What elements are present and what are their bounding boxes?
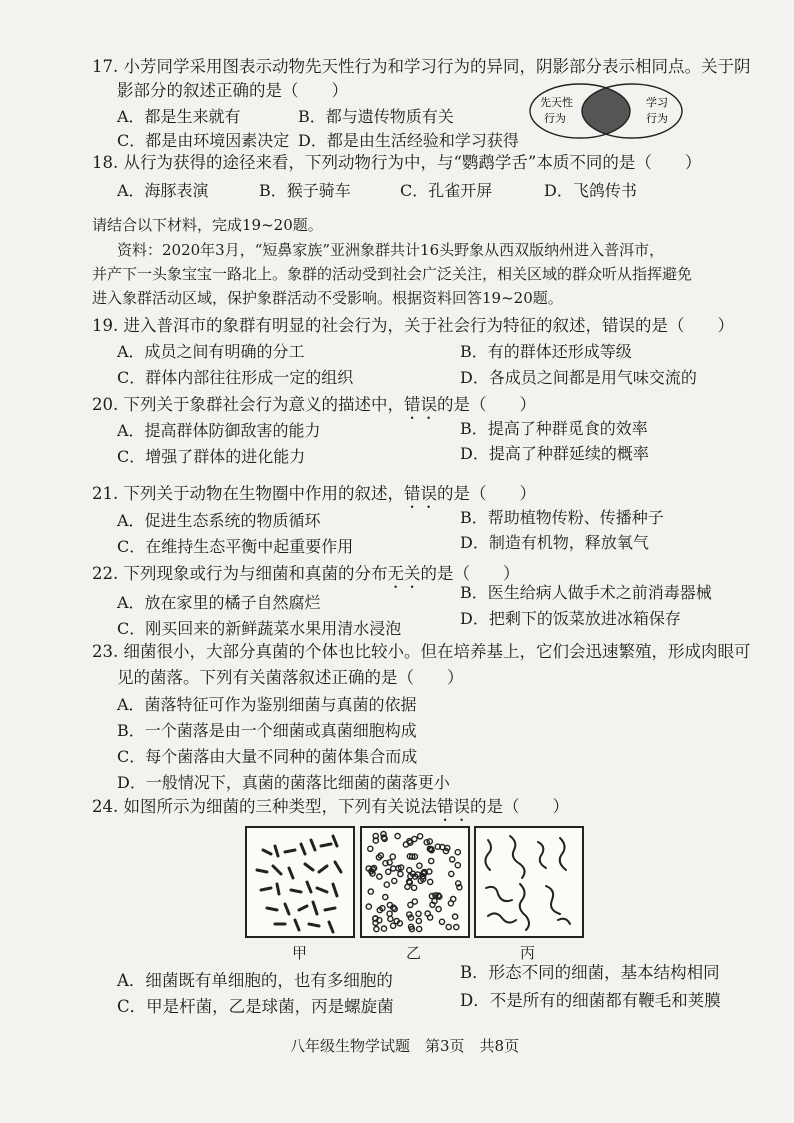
q18-option-c: C．孔雀开屏	[400, 181, 493, 200]
material-intro: 请结合以下材料，完成19~20题。	[92, 216, 323, 234]
figure-label-jia: 甲	[292, 944, 308, 962]
figure-spiral-bacteria	[474, 826, 584, 938]
q22-option-a: A．放在家里的橘子自然腐烂	[117, 593, 321, 612]
q21-option-a: A．促进生态系统的物质循环	[117, 511, 321, 530]
figure-label-bing: 丙	[520, 944, 536, 962]
venn-left-label-2: 行为	[544, 112, 566, 125]
q22-stem-pre: 22. 下列现象或行为与细菌和真菌的分布	[92, 564, 388, 583]
q21-option-b: B．帮助植物传粉、传播种子	[460, 508, 664, 527]
q22-stem-emphasis: 无关	[387, 564, 421, 583]
q22-option-b: B．医生给病人做手术之前消毒器械	[460, 583, 712, 602]
q18-stem: 18. 从行为获得的途径来看，下列动物行为中，与“鹦鹉学舌”本质不同的是（ ）	[92, 153, 702, 172]
q23-option-a: A．菌落特征可作为鉴别细菌与真菌的依据	[117, 695, 417, 714]
q20-option-d: D．提高了种群延续的概率	[460, 444, 649, 463]
q23-option-b: B．一个菌落是由一个细菌或真菌细胞构成	[117, 721, 417, 740]
q20-stem-pre: 20. 下列关于象群社会行为意义的描述中，	[92, 395, 404, 414]
venn-left-label-1: 先天性	[540, 96, 573, 109]
q17-option-d: D．都是由生活经验和学习获得	[298, 131, 519, 150]
q19-option-a: A．成员之间有明确的分工	[117, 342, 305, 361]
q18-option-a: A．海豚表演	[117, 181, 209, 200]
q22-option-d: D．把剩下的饭菜放进冰箱保存	[460, 609, 681, 628]
figure-rod-bacteria	[245, 826, 355, 938]
q20-option-c: C．增强了群体的进化能力	[117, 447, 306, 466]
venn-diagram	[528, 82, 684, 140]
q22-stem	[92, 563, 520, 592]
q21-stem-emphasis: 错误	[404, 484, 437, 503]
q17-option-c: C．都是由环境因素决定	[117, 131, 290, 150]
q23-option-d: D．一般情况下，真菌的菌落比细菌的菌落更小	[117, 773, 450, 792]
q18-option-d: D．飞鸽传书	[544, 181, 637, 200]
q24-stem-emphasis: 错误	[437, 797, 470, 816]
q19-stem: 19. 进入普洱市的象群有明显的社会行为，关于社会行为特征的叙述，错误的是（ ）	[92, 316, 734, 335]
page-footer: 八年级生物学试题 第3页 共8页	[290, 1037, 520, 1055]
q24-option-a: A．细菌既有单细胞的，也有多细胞的	[117, 971, 393, 990]
q20-option-b: B．提高了种群觅食的效率	[460, 419, 648, 438]
q24-option-d: D．不是所有的细菌都有鞭毛和荚膜	[460, 991, 721, 1010]
q17-option-a: A．都是生来就有	[117, 107, 241, 126]
q18-option-b: B．猴子骑车	[259, 181, 351, 200]
figure-label-yi: 乙	[406, 944, 422, 962]
figure-cocci-bacteria	[360, 826, 470, 938]
q22-option-c: C．刚买回来的新鲜蔬菜水果用清水浸泡	[117, 619, 402, 638]
q24-stem-pre: 24. 如图所示为细菌的三种类型，下列有关说法	[92, 797, 437, 816]
q24-option-c: C．甲是杆菌，乙是球菌，丙是螺旋菌	[117, 997, 394, 1016]
q20-stem-post: 的是（ ）	[437, 395, 536, 414]
q20-option-a: A．提高群体防御敌害的能力	[117, 421, 321, 440]
q24-option-b: B．形态不同的细菌，基本结构相同	[460, 963, 720, 982]
q23-stem-line2: 见的菌落。下列有关菌落叙述正确的是（ ）	[117, 668, 464, 687]
material-line2: 并产下一头象宝宝一路北上。象群的活动受到社会广泛关注，相关区域的群众听从指挥避免	[92, 265, 693, 283]
q24-stem-post: 的是（ ）	[470, 797, 569, 816]
q19-option-d: D．各成员之间都是用气味交流的	[460, 368, 697, 387]
material-line1: 资料：2020年3月，“短鼻家族”亚洲象群共计16头野象从西双版纳州进入普洱市，	[117, 241, 665, 259]
material-line3: 进入象群活动区域，保护象群活动不受影响。根据资料回答19~20题。	[92, 289, 563, 307]
q17-stem-line2: 影部分的叙述正确的是（ ）	[117, 81, 348, 100]
q21-stem-post: 的是（ ）	[437, 484, 536, 503]
q19-option-c: C．群体内部往往形成一定的组织	[117, 368, 354, 387]
venn-right-label-2: 行为	[646, 112, 668, 125]
q17-stem-line1: 17. 小芳同学采用图表示动物先天性行为和学习行为的异同，阴影部分表示相同点。关于阴	[92, 57, 751, 76]
q19-option-b: B．有的群体还形成等级	[460, 342, 632, 361]
q21-stem-pre: 21. 下列关于动物在生物圈中作用的叙述，	[92, 484, 404, 503]
q23-option-c: C．每个菌落由大量不同种的菌体集合而成	[117, 747, 418, 766]
q24-stem	[92, 796, 569, 825]
q22-stem-post: 的是（ ）	[420, 564, 520, 583]
q17-option-b: B．都与遗传物质有关	[298, 107, 454, 126]
q21-option-d: D．制造有机物，释放氧气	[460, 533, 649, 552]
venn-right-label-1: 学习	[646, 96, 668, 109]
q23-stem-line1: 23. 细菌很小，大部分真菌的个体也比较小。但在培养基上，它们会迅速繁殖，形成肉眼可	[92, 642, 751, 661]
q20-stem-emphasis: 错误	[404, 395, 437, 414]
q21-option-c: C．在维持生态平衡中起重要作用	[117, 537, 354, 556]
